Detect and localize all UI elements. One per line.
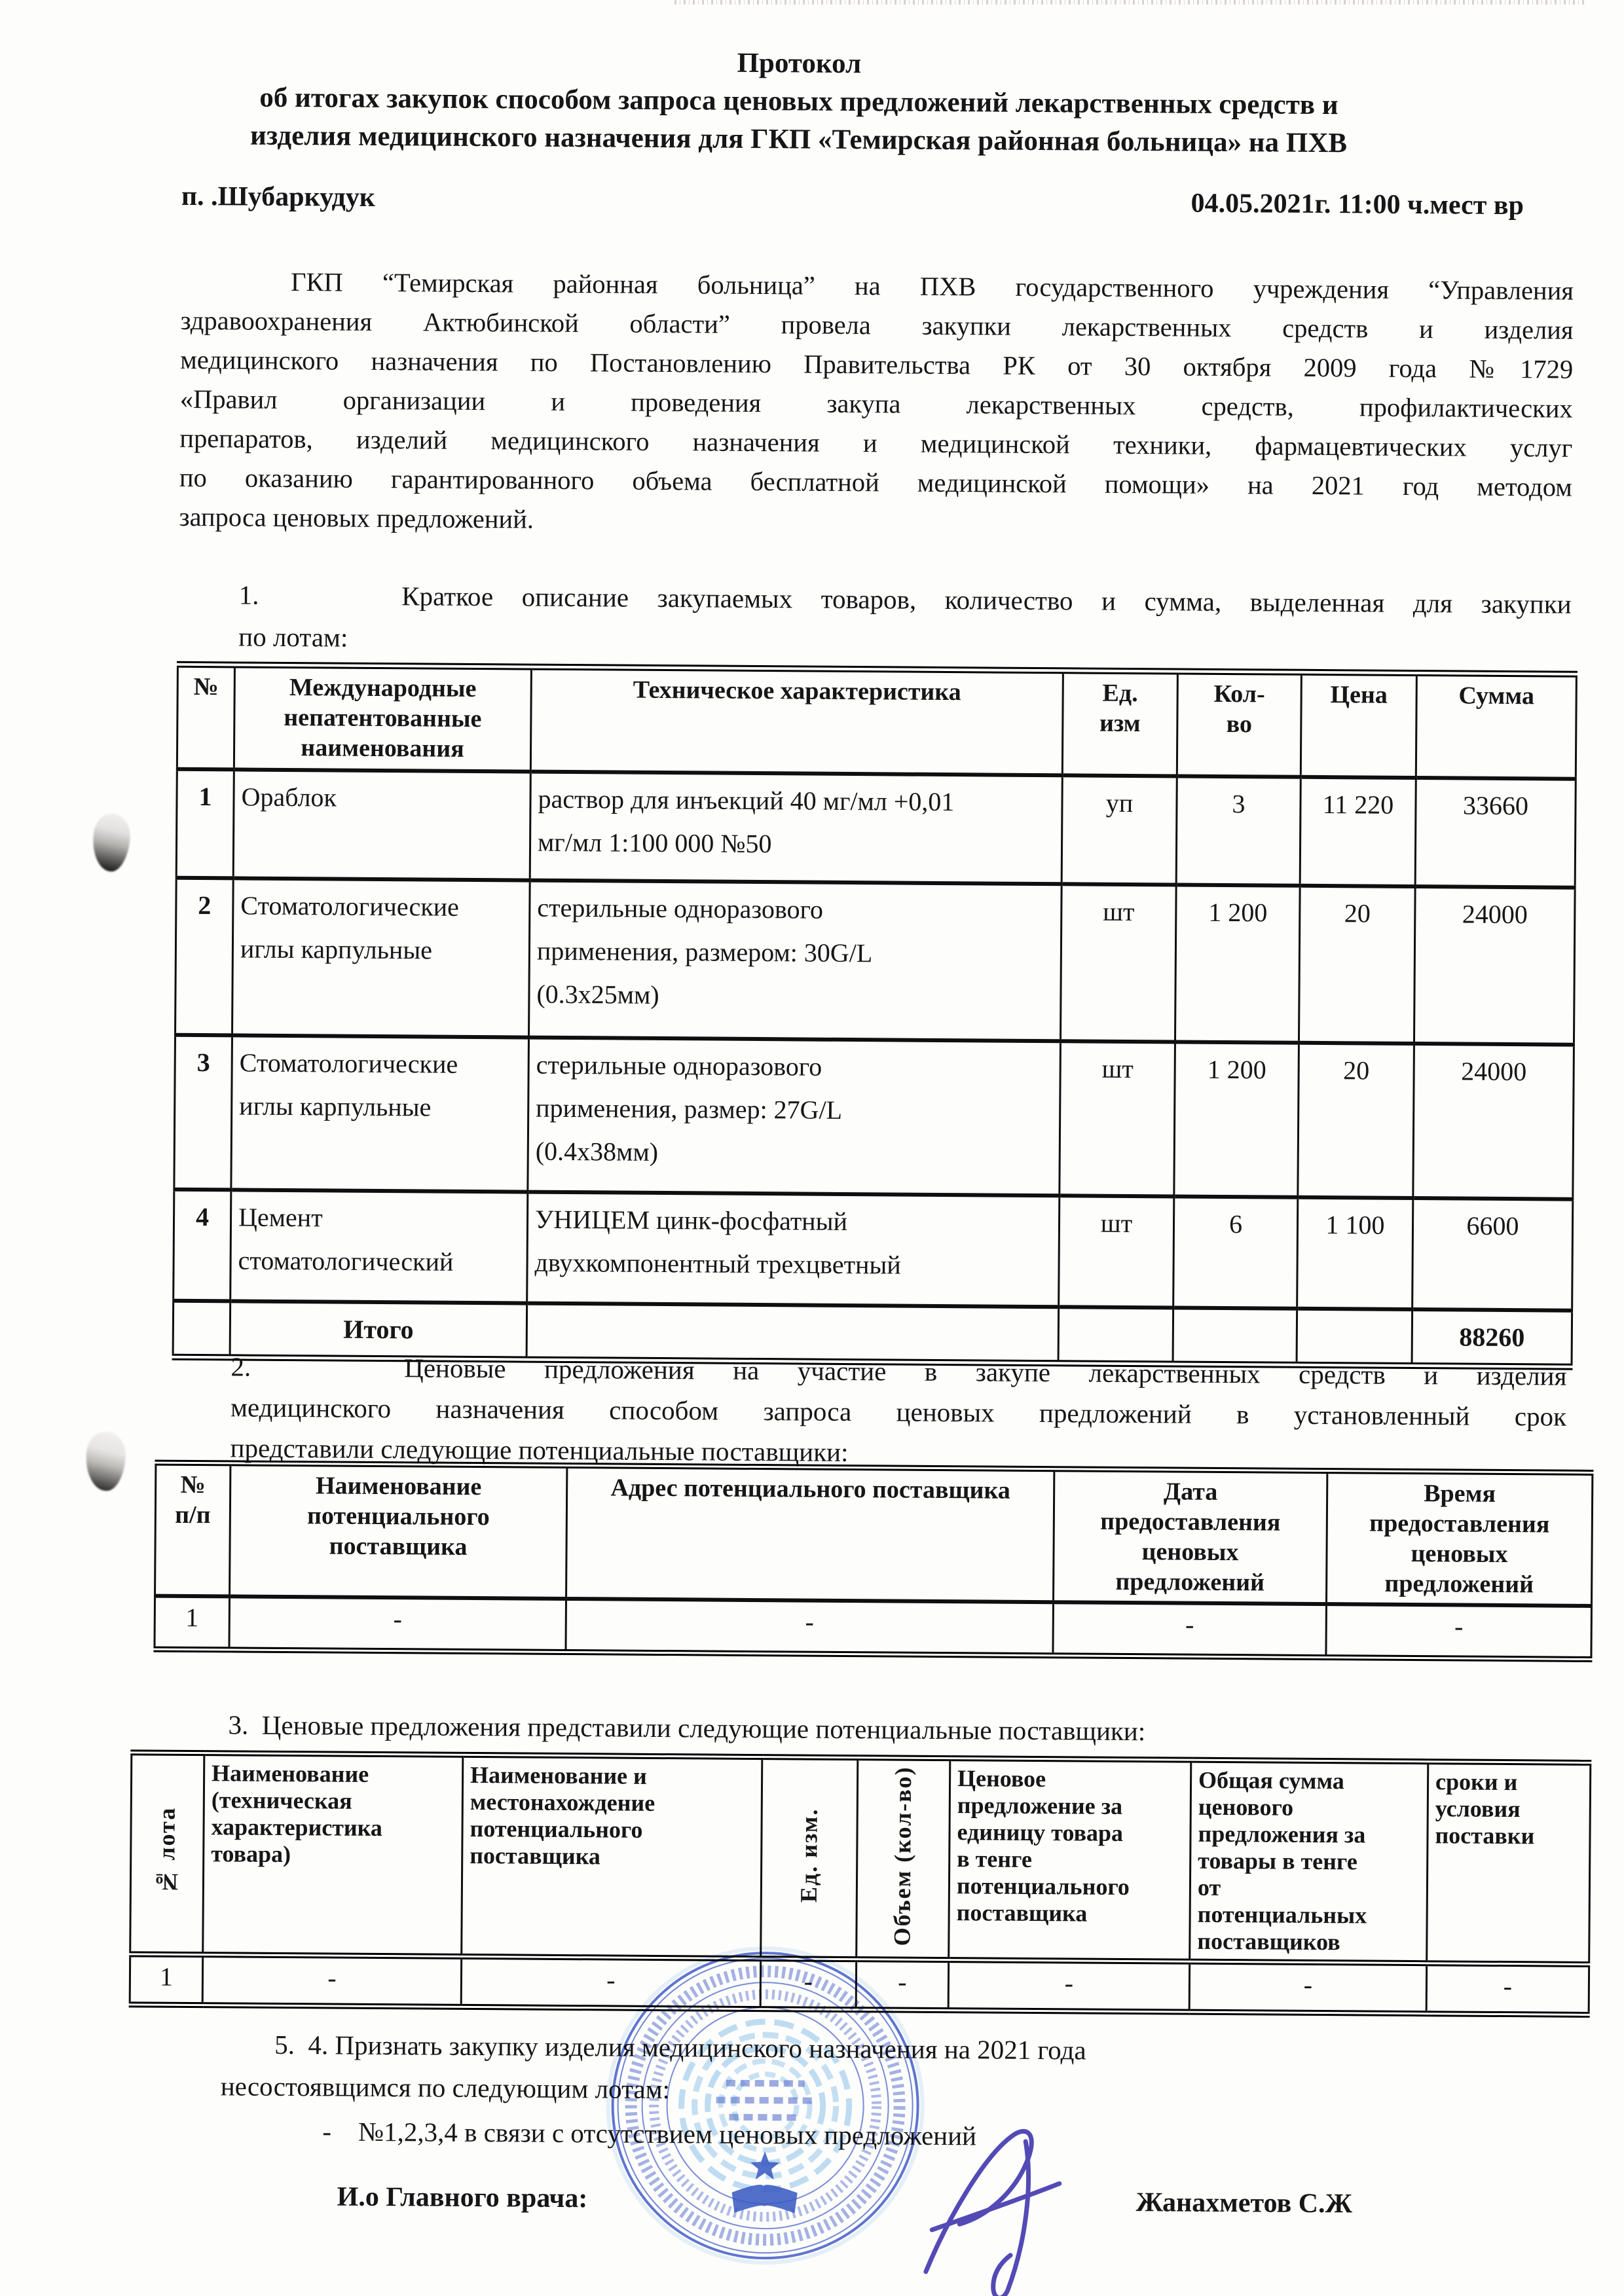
data-cell: 33660 [1415,778,1576,888]
rotated-header-text: Ед. изм. [795,1808,822,1903]
section-2-heading [230,1346,1566,1477]
section-2-line: медицинского назначения способом запроса ценовых предложений в установленный срок [230,1392,1567,1432]
data-cell: - [202,1955,462,2007]
section-5-line: - №1,2,3,4 в связи с отсутствием ценовых предложений [322,2116,977,2151]
data-cell: 24000 [1413,1044,1574,1199]
col-header-cell: Наименование (техническая характеристика товара) [203,1753,463,1957]
title-line: об итогах закупок способом запроса ценовых предложений лекарственных средств и [259,82,1338,121]
section-1-heading [238,574,1572,666]
data-cell: 1 200 [1175,884,1300,1042]
col-header-cell: № [177,665,234,770]
data-cell: 24000 [1414,886,1575,1045]
intro-paragraph [179,262,1574,547]
col-header-cell: Наименование потенциального поставщика [230,1463,567,1599]
intro-line: ГКП “Темирская районная больница” на ПХВ государственного учреждения “Управления [290,267,1574,306]
data-cell: 1 [155,1596,230,1650]
table-header-row [155,1463,1593,1606]
data-cell: - [1053,1602,1327,1657]
scan-blob-artifact [91,812,132,873]
rotated-header-text: № лота [153,1806,180,1895]
signature-strokes [856,2093,1119,2296]
data-cell: - [229,1596,566,1652]
data-cell: - [1326,1604,1592,1659]
section-5-line: 5. 4. Признать закупку изделия медицинского назначения на 2021 года [274,2029,1086,2066]
title-line: Протокол [737,47,862,80]
table-row [175,878,1576,1045]
data-cell: 1 100 [1297,1197,1413,1309]
intro-line: здравоохранения Актюбинской области” провела закупки лекарственных средств и изделия [180,305,1574,345]
col-header-cell [761,1757,858,1959]
intro-line: медицинского назначения по Постановлению Правительства РК от 30 октября 2009 года №1729 [180,344,1574,384]
section-3-heading: 3. Ценовые предложения представили следующие потенциальные поставщики: [228,1709,1146,1747]
col-header-cell: Наименование и местонахождение потенциального поставщика [462,1755,762,1958]
table-row [174,1035,1574,1199]
data-cell [173,1301,231,1358]
data-cell: 20 [1298,1043,1414,1198]
intro-line: «Правил организации и проведения закупа лекарственных средств, профилактических [179,384,1573,424]
data-cell: 1 [130,1954,203,2005]
section-1-line: 1. Краткое описание закупаемых товаров, количество и сумма, выделенная для закупки [238,579,1572,619]
table-row [174,1190,1573,1311]
data-cell: уп [1061,775,1177,884]
data-cell: 20 [1299,886,1415,1044]
table-header-row [177,665,1576,779]
data-cell: шт [1060,884,1176,1042]
table-row [155,1596,1592,1660]
col-header-cell: Международные непатентованные наименования [234,665,531,771]
col-header-cell: Общая сумма ценового предложения за товары в тенге от потенциальных поставщиков [1190,1760,1428,1963]
intro-line: по оказанию гарантированного объема бесплатной медицинской помощи» на 2021 год методом [179,462,1573,502]
data-cell: раствор для инъекций 40 мг/мл +0,01 мг/мл 1:100 000 №50 [530,772,1062,884]
rotated-header-text: Объем (кол-во) [889,1766,917,1946]
data-cell: - [948,1960,1190,2013]
data-cell: Цемент стоматологический [231,1190,528,1303]
data-cell: 3 [174,1035,232,1190]
data-cell: - [1189,1961,1427,2014]
col-header-cell: Кол- во [1177,671,1301,776]
data-cell: Стоматологические иглы карпульные [232,878,530,1037]
data-cell: - [566,1599,1054,1656]
section-5-line: несостоявщимся по следующим лотам: [220,2071,671,2105]
data-cell: - [856,1959,949,2011]
data-cell: 11 220 [1300,777,1416,886]
data-cell: стерильные одноразового применения, размером: 30G/L (0.3x25мм) [528,881,1061,1042]
data-cell: 2 [175,878,234,1036]
data-cell: Ораблок [233,769,530,880]
intro-line: препаратов, изделий медицинского назначения и медицинской техники, фармацевтических услуг [179,423,1573,463]
lots-summary-table [172,661,1578,1370]
table-header-row [130,1753,1591,1965]
data-cell: 1 200 [1174,1042,1299,1197]
col-header-cell: Техническое характеристика [530,667,1063,776]
col-header-cell [130,1753,204,1955]
place-label: п. .Шубаркудук [181,181,376,213]
data-cell: - [760,1959,857,2010]
data-cell: стерильные одноразового применения, размер: 27G/L (0.4x38мм) [528,1038,1061,1196]
total-value-cell: 88260 [1412,1309,1572,1367]
data-cell: - [461,1956,761,2009]
title-line: изделия медицинского назначения для ГКП «Темирская районная больница» на ПХВ [249,120,1348,159]
data-cell: Стоматологические иглы карпульные [231,1035,529,1192]
data-cell: УНИЦЕМ цинк-фосфатный двухкомпонентный трехцветный [527,1192,1060,1307]
col-header-cell: Дата предоставления ценовых предложений [1053,1469,1327,1604]
col-header-cell: № п/п [155,1463,231,1596]
data-cell: шт [1060,1041,1175,1196]
page-title [0,39,1598,164]
col-header-cell: Цена [1301,672,1416,778]
section-2-line: 2. Ценовые предложения на участие в закупе лекарственных средств и изделия [231,1351,1567,1391]
data-cell: 4 [174,1190,231,1302]
scan-blob-artifact [85,1431,127,1491]
place-date-row [181,181,1524,221]
col-header-cell: Сумма [1416,673,1576,779]
col-header-cell: Ценовое предложение за единицу товара в тенге потенциального поставщика [949,1758,1191,1962]
section-2-line: представили следующие потенциальные поставщики: [230,1432,849,1467]
data-cell: 6600 [1412,1198,1573,1311]
intro-line: запроса ценовых предложений. [179,501,534,534]
datetime-label: 04.05.2021г. 11:00 ч.мест вр [1190,188,1524,221]
data-cell: шт [1059,1195,1174,1307]
data-cell: 6 [1173,1196,1298,1308]
col-header-cell: Ед. изм [1062,670,1177,776]
total-label-cell: Итого [230,1301,527,1359]
signoff-role-label: И.о Главного врача: [337,2181,588,2214]
data-cell: 3 [1176,776,1301,885]
col-header-cell: Адрес потенциального поставщика [566,1466,1054,1603]
data-cell: 1 [176,769,234,879]
signoff-name-label: Жанахметов С.Ж [1135,2187,1353,2219]
table-row [176,769,1576,888]
col-header-cell [857,1758,950,1960]
col-header-cell: сроки и условия поставки [1427,1762,1591,1965]
data-cell: - [1426,1963,1589,2015]
suppliers-table [153,1460,1593,1662]
section-1-line: по лотам: [238,621,348,653]
col-header-cell: Время предоставления ценовых предложений [1326,1471,1592,1606]
